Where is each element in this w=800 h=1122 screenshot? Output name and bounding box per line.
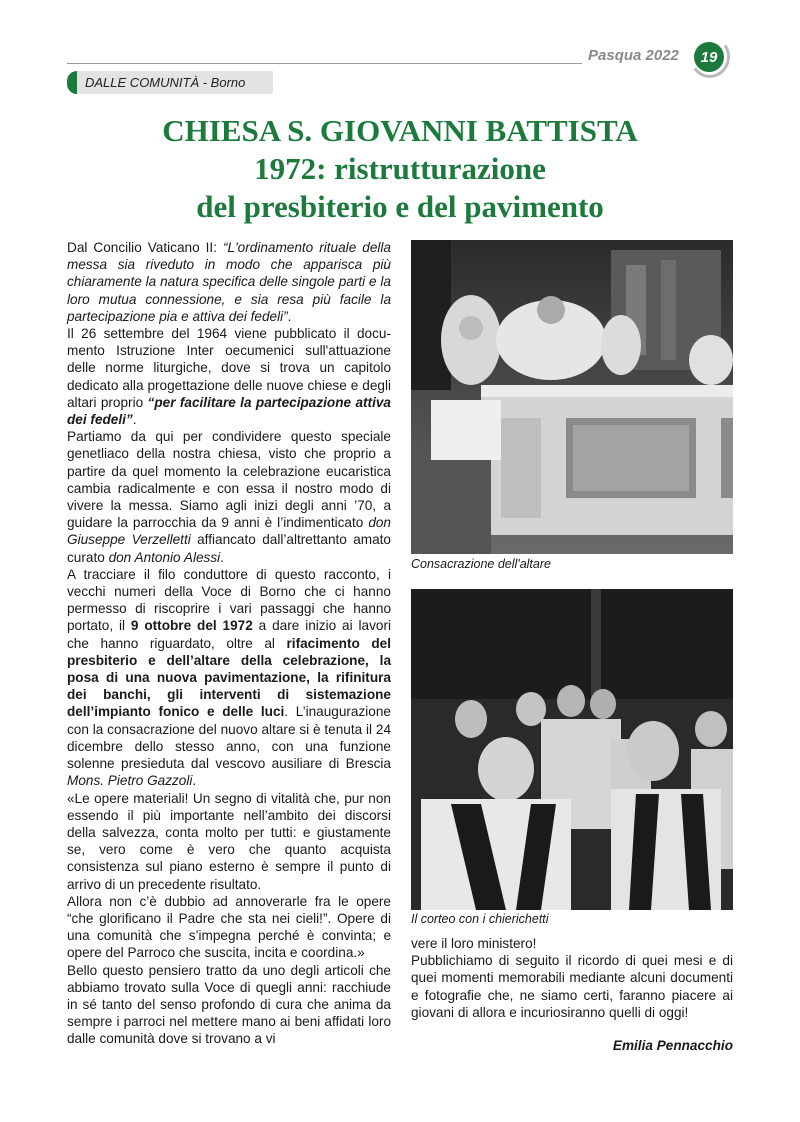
paragraph-genetliaco: Partiamo da qui per condividere questo speciale genetliaco della nostra chiesa, visto che proprio a partire da quel momento la celebrazione eucaristica cambia radicalmente e con essa il nostro modo di vivere la messa. Siamo agli inizi degli anni ’70, a guidare la parrocchia da 9 anni è l’indimenticato don Giuseppe Verzelletti affiancato dall’altrettanto amato curato don Antonio Alessi. bbox=[67, 429, 391, 565]
title-line-1: CHIESA S. GIOVANNI BATTISTA bbox=[162, 113, 638, 148]
caption-consacrazione: Consacrazione dell'altare bbox=[411, 557, 551, 571]
photo-consacrazione-image bbox=[411, 240, 733, 554]
article-author: Emilia Pennacchio bbox=[612, 1038, 733, 1053]
section-tab-accent bbox=[67, 71, 77, 94]
article-title bbox=[67, 112, 733, 226]
paragraph-ministero: vere il loro ministero! bbox=[411, 936, 537, 951]
title-line-3: del presbiterio e del pavimento bbox=[196, 189, 604, 224]
photo-corteo-image bbox=[411, 589, 733, 910]
paragraph-quote-opere: «Le opere materiali! Un segno di vitalità che, pur non essendo il più importante nell’ambito dei discorsi della salvezza, conta molto per tutti: e giustamente se, vero come è vero che quanto acquista consistenza sul piano esterno è sempre il punto di arrivo di un precedente risultato. bbox=[67, 790, 391, 892]
paragraph-istruzione: Il 26 settembre del 1964 viene pubblicato il documento Istruzione Inter oecumenici sull'attuazione delle norme liturgiche, dove si trova un capitolo dedicato alla progettazione delle nuove chiese e degli altari proprio “per facilitare la partecipazione attiva dei fedeli”. bbox=[67, 326, 391, 428]
section-label: DALLE COMUNITÀ - Borno bbox=[85, 75, 246, 90]
issue-label: Pasqua 2022 bbox=[588, 47, 679, 64]
photo-consacrazione-altare bbox=[411, 240, 733, 554]
page-number-badge: 19 bbox=[694, 42, 724, 72]
photo-corteo-chierichetti bbox=[411, 589, 733, 910]
article-right-column bbox=[411, 935, 733, 1021]
paragraph-lavori: A tracciare il filo conduttore di questo racconto, i vecchi numeri della Voce di Borno che ci hanno permesso di riscoprire i vari passaggi che hanno portato, il 9 ottobre del 1972 a dare inizio ai lavori che hanno riguardato, oltre al rifacimento del presbiterio e dell’altare della celebrazione, la posa di una nuova pavimentazione, la rifinitura dei banchi, gli interventi di sistemazione dell’impianto fonico e delle luci. L’inaugurazione con la consacrazione del nuovo altare si è tenuta il 24 dicembre dello stesso anno, con una funzione solenne presieduta dal vescovo ausiliare di Brescia Mons. Pietro Gazzoli. bbox=[67, 566, 391, 789]
article-left-column bbox=[67, 239, 391, 1048]
header-rule bbox=[67, 63, 582, 64]
paragraph-concilio: Dal Concilio Vaticano II: “L'ordinamento rituale della messa sia riveduto in modo che apparisca più chiaramente la natura specifica delle singole parti e la loro mutua connessione, e sia resa più facile la partecipazione pia e attiva dei fedeli”. bbox=[67, 240, 391, 324]
paragraph-quote-glorificano: Allora non c’è dubbio ad annoverarle fra le opere “che glorificano il Padre che sta nei cieli!”. Opere di una comunità che s’impegna perché è convinta; e opere del Parroco che suscita, incita e coordina.» bbox=[67, 893, 391, 961]
title-line-2: 1972: ristrutturazione bbox=[254, 151, 546, 186]
caption-corteo: Il corteo con i chierichetti bbox=[411, 912, 549, 926]
paragraph-pubblichiamo: Pubblichiamo di seguito il ricordo di quei mesi e di quei momenti memorabili mediante alcuni documenti e fotografie che, ne siamo certi, faranno piacere ai giovani di allora e incuriosiranno quelli di oggi! bbox=[411, 953, 733, 1020]
paragraph-pensiero: Bello questo pensiero tratto da uno degli articoli che abbiamo trovato sulla Voce di quegli anni: racchiude in sé tanto del senso profondo di cura che anima da sempre i parroci nel mettere mano ai beni affidati loro dalle comunità dove si trovano a vi bbox=[67, 962, 391, 1047]
section-tab bbox=[67, 71, 273, 94]
